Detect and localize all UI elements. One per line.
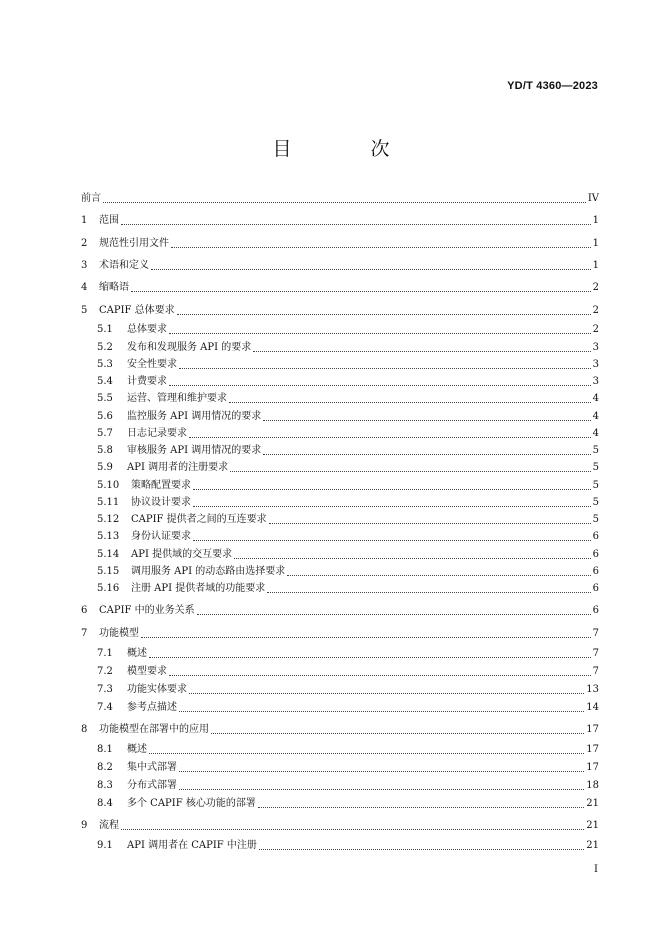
toc-entry-page: 5 <box>592 462 599 473</box>
toc-entry[interactable] <box>97 479 599 493</box>
toc-entry-page: 1 <box>592 215 599 226</box>
toc-entry-label: 身份认证要求 <box>131 531 191 542</box>
dot-leader <box>197 614 591 615</box>
toc-entry-number: 5.11 <box>97 497 120 508</box>
toc-entry-label: 监控服务 API 调用情况的要求 <box>127 411 262 422</box>
page-number: I <box>594 864 598 875</box>
toc-entry-number: 8 <box>81 724 88 735</box>
toc-entry-label: 多个 CAPIF 核心功能的部署 <box>127 798 256 809</box>
toc-entry-number: 1 <box>81 215 88 226</box>
toc-entry[interactable] <box>81 281 599 295</box>
toc-entry-label: 协议设计要求 <box>131 497 191 508</box>
toc-entry[interactable] <box>97 375 599 389</box>
toc-entry-number: 5.4 <box>97 376 113 387</box>
toc-entry-page: 5 <box>592 480 599 491</box>
toc-entry[interactable] <box>97 797 599 811</box>
toc-entry-page: 21 <box>586 820 599 831</box>
dot-leader <box>193 540 591 541</box>
toc-entry-page: 4 <box>592 393 599 404</box>
toc-entry-page: 1 <box>592 260 599 271</box>
dot-leader <box>193 506 591 507</box>
toc-entry[interactable] <box>97 530 599 544</box>
dot-leader <box>169 385 591 386</box>
toc-entry-label: 策略配置要求 <box>131 480 191 491</box>
toc-entry-label: 集中式部署 <box>127 762 177 773</box>
toc-entry-number: 5.16 <box>97 583 120 594</box>
toc-entry-label: API 调用者在 CAPIF 中注册 <box>127 840 257 851</box>
toc-entry[interactable] <box>97 358 599 372</box>
toc-entry-number: 5.8 <box>97 445 113 456</box>
toc-entry-page: 6 <box>592 566 599 577</box>
toc-entry-number: 5.12 <box>97 514 120 525</box>
toc-entry-page: 6 <box>592 583 599 594</box>
toc-entry[interactable] <box>97 743 599 757</box>
toc-entry-number: 5.9 <box>97 462 113 473</box>
dot-leader <box>230 471 591 472</box>
toc-entry[interactable] <box>97 392 599 406</box>
toc-entry-page: 3 <box>592 342 599 353</box>
dot-leader <box>121 224 591 225</box>
toc-entry[interactable] <box>81 237 599 251</box>
toc-entry-number: 2 <box>81 238 88 249</box>
dot-leader <box>149 753 584 754</box>
dot-leader <box>149 657 591 658</box>
toc-entry-page: 6 <box>592 531 599 542</box>
dot-leader <box>169 675 591 676</box>
toc-entry-number: 9 <box>81 820 88 831</box>
dot-leader <box>229 402 591 403</box>
toc-entry-page: 21 <box>586 840 599 851</box>
toc-entry-label: 概述 <box>127 744 147 755</box>
dot-leader <box>234 558 591 559</box>
toc-entry-page: 5 <box>592 445 599 456</box>
toc-entry-label: 规范性引用文件 <box>99 238 169 249</box>
toc-entry[interactable] <box>97 779 599 793</box>
toc-entry-page: 4 <box>592 428 599 439</box>
toc-entry-page: 2 <box>592 324 599 335</box>
dot-leader <box>267 592 590 593</box>
dot-leader <box>189 693 584 694</box>
dot-leader <box>259 849 584 850</box>
toc-entry[interactable] <box>81 259 599 273</box>
dot-leader <box>179 771 584 772</box>
dot-leader <box>189 437 591 438</box>
dot-leader <box>211 733 584 734</box>
toc-entry-page: 17 <box>586 724 599 735</box>
toc-entry-label: 分布式部署 <box>127 780 177 791</box>
toc-entry-label: CAPIF 中的业务关系 <box>99 605 195 616</box>
document-code: YD/T 4360—2023 <box>507 80 598 92</box>
toc-entry[interactable] <box>97 548 599 562</box>
toc-entry-page: 5 <box>592 497 599 508</box>
toc-entry[interactable] <box>81 604 599 618</box>
toc-entry[interactable] <box>97 647 599 661</box>
toc-entry[interactable] <box>97 565 599 579</box>
toc-entry-page: 14 <box>586 702 599 713</box>
toc-entry-number: 7.1 <box>97 648 113 659</box>
toc-entry[interactable] <box>97 701 599 715</box>
toc-entry-label: 参考点描述 <box>127 702 177 713</box>
toc-entry-page: 1 <box>592 238 599 249</box>
toc-entry-number: 5.5 <box>97 393 113 404</box>
toc-entry-number: 7 <box>81 628 88 639</box>
toc-entry-label: 安全性要求 <box>127 359 177 370</box>
toc-entry-number: 5.6 <box>97 411 113 422</box>
toc-entry-number: 5.1 <box>97 324 113 335</box>
toc-entry-number: 6 <box>81 605 88 616</box>
toc-entry-label: 注册 API 提供者域的功能要求 <box>131 583 266 594</box>
toc-entry-page: 7 <box>592 648 599 659</box>
dot-leader <box>121 829 584 830</box>
toc-entry[interactable] <box>97 444 599 458</box>
toc-entry-number: 5.13 <box>97 531 120 542</box>
toc-entry-number: 7.3 <box>97 684 113 695</box>
toc-entry[interactable] <box>97 513 599 527</box>
dot-leader <box>263 420 590 421</box>
toc-entry[interactable] <box>97 496 599 510</box>
toc-entry-label: 流程 <box>99 820 119 831</box>
toc-entry[interactable] <box>97 323 599 337</box>
toc-entry-number: 8.2 <box>97 762 113 773</box>
dot-leader <box>151 269 591 270</box>
toc-entry-number: 5.7 <box>97 428 113 439</box>
toc-entry-number: 5.2 <box>97 342 113 353</box>
toc-entry[interactable] <box>97 761 599 775</box>
toc-entry-label: API 调用者的注册要求 <box>127 462 229 473</box>
toc-entry[interactable] <box>81 304 599 318</box>
toc-entry-number: 5.3 <box>97 359 113 370</box>
toc-entry-label: 日志记录要求 <box>127 428 187 439</box>
toc-entry-label: CAPIF 总体要求 <box>99 305 175 316</box>
toc-entry-number: 9.1 <box>97 840 113 851</box>
dot-leader <box>263 454 590 455</box>
toc-entry-page: IV <box>587 193 599 204</box>
toc-entry-label: 审核服务 API 调用情况的要求 <box>127 445 262 456</box>
toc-entry[interactable] <box>81 819 599 833</box>
toc-entry-page: 21 <box>586 798 599 809</box>
dot-leader <box>253 351 590 352</box>
dot-leader <box>179 789 584 790</box>
dot-leader <box>171 247 591 248</box>
toc-entry-label: 调用服务 API 的动态路由选择要求 <box>131 566 286 577</box>
dot-leader <box>179 711 584 712</box>
toc-entry-label: 功能模型在部署中的应用 <box>99 724 209 735</box>
toc-entry-number: 5.15 <box>97 566 120 577</box>
toc-entry-label: CAPIF 提供者之间的互连要求 <box>131 514 267 525</box>
toc-entry-label: 发布和发现服务 API 的要求 <box>127 342 252 353</box>
toc-entry-page: 2 <box>592 305 599 316</box>
toc-entry-number: 8.4 <box>97 798 113 809</box>
toc-entry-label: 总体要求 <box>127 324 167 335</box>
toc-entry-number: 7.2 <box>97 666 113 677</box>
toc-entry-page: 7 <box>592 666 599 677</box>
dot-leader <box>179 368 591 369</box>
toc-entry-page: 7 <box>592 628 599 639</box>
toc-entry-page: 5 <box>592 514 599 525</box>
toc-entry-number: 8.3 <box>97 780 113 791</box>
toc-entry-label: 功能实体要求 <box>127 684 187 695</box>
toc-entry-label: 范围 <box>99 215 119 226</box>
toc-entry-page: 6 <box>592 549 599 560</box>
toc-entry-number: 4 <box>81 282 88 293</box>
toc-entry[interactable] <box>81 192 599 206</box>
toc-entry-page: 2 <box>592 282 599 293</box>
toc-entry-page: 3 <box>592 376 599 387</box>
toc-entry[interactable] <box>97 341 599 355</box>
dot-leader <box>141 637 591 638</box>
toc-entry[interactable] <box>97 665 599 679</box>
toc-entry-label: 概述 <box>127 648 147 659</box>
toc-entry[interactable] <box>97 839 599 853</box>
toc-entry[interactable] <box>81 723 599 737</box>
dot-leader <box>177 314 591 315</box>
toc-entry-page: 6 <box>592 605 599 616</box>
toc-entry-number: 5.10 <box>97 480 120 491</box>
dot-leader <box>103 202 586 203</box>
toc-entry-number: 5.14 <box>97 549 120 560</box>
toc-entry[interactable] <box>97 683 599 697</box>
dot-leader <box>169 333 591 334</box>
toc-entry-page: 4 <box>592 411 599 422</box>
toc-entry-label: 计费要求 <box>127 376 167 387</box>
toc-entry-label: 功能模型 <box>99 628 139 639</box>
toc-entry-number: 7.4 <box>97 702 113 713</box>
dot-leader <box>131 291 591 292</box>
toc-entry-label: 缩略语 <box>99 282 129 293</box>
toc-entry-number: 5 <box>81 305 88 316</box>
toc-entry-label: API 提供域的交互要求 <box>131 549 233 560</box>
toc-entry-page: 17 <box>586 762 599 773</box>
toc-entry-label: 术语和定义 <box>99 260 149 271</box>
toc-entry-page: 3 <box>592 359 599 370</box>
toc-entry-label: 模型要求 <box>127 666 167 677</box>
toc-entry[interactable] <box>81 627 599 641</box>
toc-entry-label: 运营、管理和维护要求 <box>127 393 227 404</box>
page-title: 目 次 <box>272 138 420 160</box>
toc-entry[interactable] <box>97 410 599 424</box>
toc-entry-number: 3 <box>81 260 88 271</box>
toc-entry[interactable] <box>97 461 599 475</box>
toc-entry[interactable] <box>97 582 599 596</box>
toc-entry[interactable] <box>97 427 599 441</box>
toc-entry-page: 13 <box>586 684 599 695</box>
dot-leader <box>287 575 590 576</box>
dot-leader <box>258 807 584 808</box>
toc-entry-page: 17 <box>586 744 599 755</box>
toc-entry[interactable] <box>81 214 599 228</box>
toc-entry-page: 18 <box>586 780 599 791</box>
toc-entry-number: 8.1 <box>97 744 113 755</box>
toc-entry-label: 前言 <box>81 193 101 204</box>
dot-leader <box>269 523 591 524</box>
dot-leader <box>193 489 591 490</box>
